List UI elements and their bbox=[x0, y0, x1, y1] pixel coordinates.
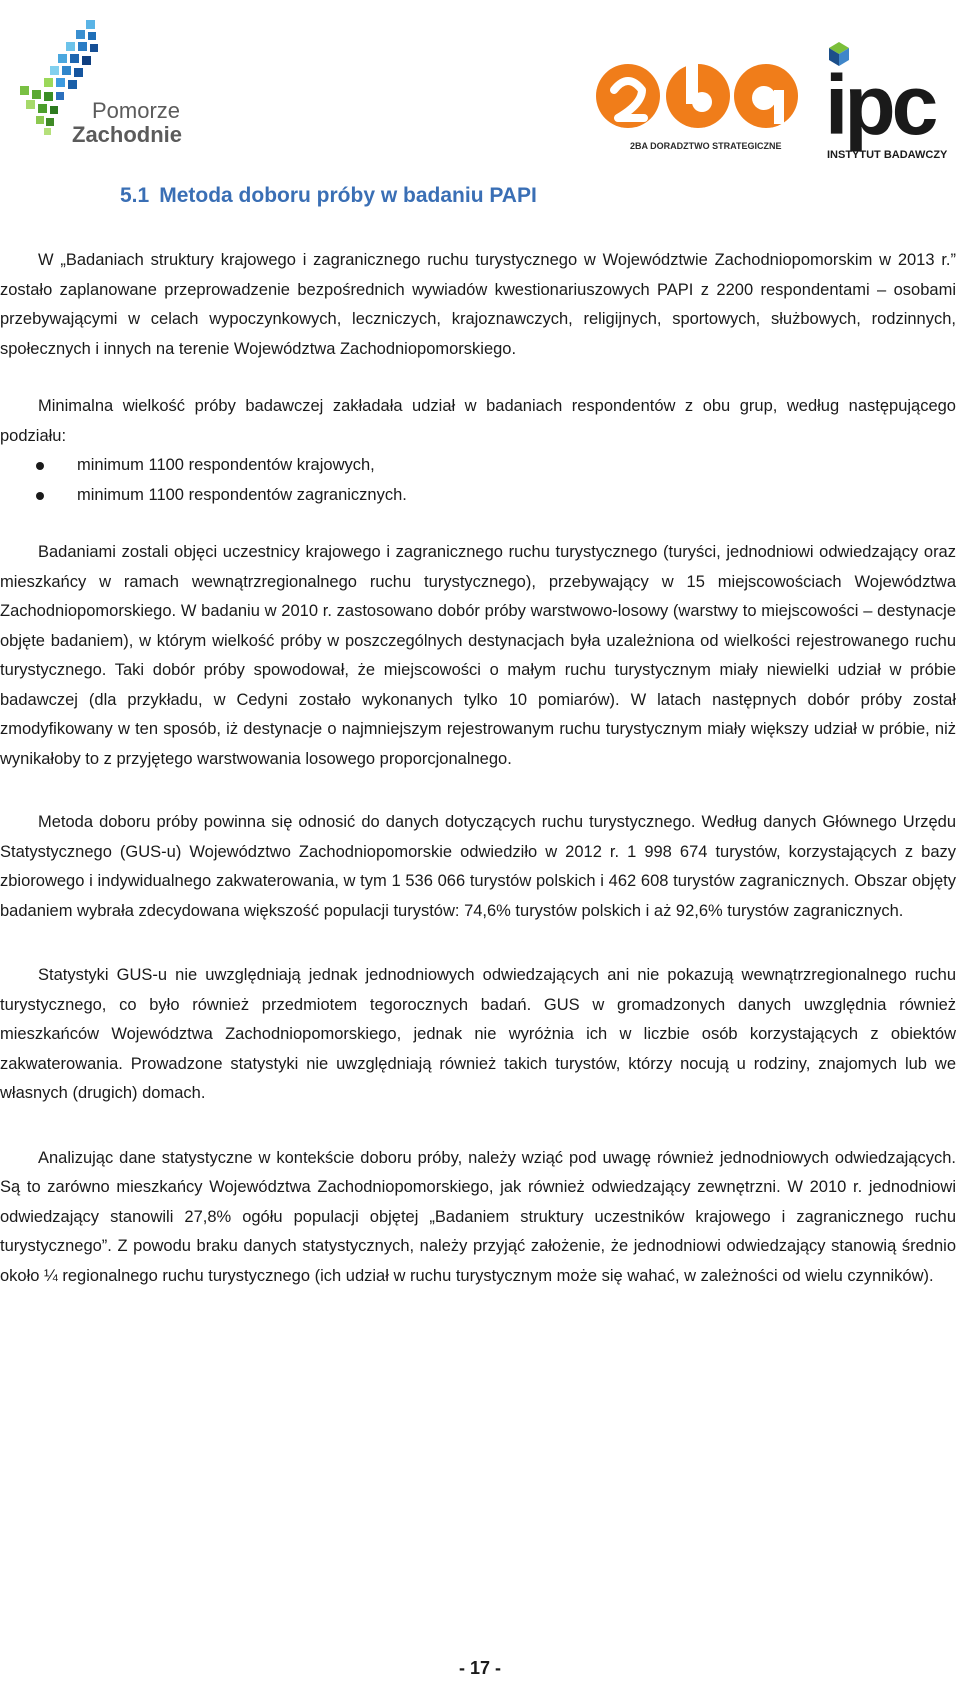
paragraph-6: Analizując dane statystyczne w kontekście doboru próby, należy wziąć pod uwagę również jednodniowych odwiedzających. Są to zarówno mieszkańcy Województwa Zachodniopomorskiego, jak również odwiedzający zewnętrzni. W 2010 r. jednodniowi odwiedzający stanowili 27,8% ogółu populacji objętej „Badaniem struktury uczestników krajowego i zagranicznego ruchu turystycznego”. Z powodu braku danych statystycznych, należy przyjąć założenie, że jednodniowi odwiedzający stanowią średnio około ¼ regionalnego ruchu turystycznego (ich udział w ruchu turystycznym może się wahać, w zależności od wielu czynników). bbox=[0, 1148, 956, 1285]
paragraph-5: Statystyki GUS-u nie uwzględniają jednak jednodniowych odwiedzających ani nie pokazują wewnątrzregionalnego ruchu turystycznego, co było również przedmiotem tegorocznych badań. GUS w gromadzonych danych uwzględnia również mieszkańców Województwa Zachodniopomorskiego, jednak nie wyróżnia ich w liczbie osób korzystających z obiektów zakwaterowania. Prowadzone statystyki nie uwzględniają również takich turystów, którzy nocują u rodziny, znajomych lub we własnych (drugich) domach. bbox=[0, 966, 956, 1102]
document-body bbox=[0, 246, 956, 1291]
logo-mosaic-icon bbox=[20, 20, 98, 135]
page-number: - 17 - bbox=[458, 1658, 501, 1678]
logo-left-line2: Zachodnie bbox=[72, 122, 183, 147]
bullet-list bbox=[0, 451, 956, 510]
ipc-logo bbox=[825, 42, 955, 162]
logo-ipc-text: ipc bbox=[825, 58, 935, 152]
section-heading bbox=[120, 184, 537, 208]
list-item-text: minimum 1100 respondentów zagranicznych. bbox=[77, 485, 407, 504]
list-item-text: minimum 1100 respondentów krajowych, bbox=[77, 456, 375, 474]
paragraph-2: Minimalna wielkość próby badawczej zakładała udział w badaniach respondentów z obu grup, według następującego podziału: bbox=[0, 397, 956, 445]
logo-ipc-caption: INSTYTUT BADAWCZY bbox=[827, 149, 948, 161]
list-item bbox=[0, 481, 956, 511]
2ba-mark-icon bbox=[596, 64, 798, 128]
section-number: 5.1 bbox=[120, 184, 150, 207]
list-item bbox=[0, 451, 956, 481]
logo-2ba-caption: 2BA DORADZTWO STRATEGICZNE bbox=[630, 141, 782, 151]
logo-left-line1: Pomorze bbox=[92, 98, 181, 123]
paragraph-1: W „Badaniach struktury krajowego i zagranicznego ruchu turystycznego w Województwie Zachodniopomorskim w 2013 r.” zostało zaplanowane przeprowadzenie bezpośrednich wywiadów kwestionariuszowych PAPI z 2200 respondentami – osobami przebywającymi w celach wypoczynkowych, leczniczych, krajoznawczych, religijnych, sportowych, służbowych, rodzinnych, społecznych i innych na terenie Województwa Zachodniopomorskiego. bbox=[0, 251, 956, 358]
section-title: Metoda doboru próby w badaniu PAPI bbox=[159, 184, 537, 207]
2ba-logo bbox=[590, 60, 800, 155]
page-header bbox=[0, 0, 960, 170]
paragraph-4: Metoda doboru próby powinna się odnosić do danych dotyczących ruchu turystycznego. Według danych Głównego Urzędu Statystycznego (GUS-u) Województwo Zachodniopomorskie odwiedziło w 2012 r. 1 998 674 turystów, korzystających z bazy zbiorowego i indywidualnego zakwaterowania, w tym 1 536 066 turystów polskich i 462 608 turystów zagranicznych. Obszar objęty badaniem wybrała zdecydowana większość populacji turystów: 74,6% turystów polskich i aż 92,6% turystów zagranicznych. bbox=[0, 813, 956, 920]
paragraph-3: Badaniami zostali objęci uczestnicy krajowego i zagranicznego ruchu turystycznego (turyści, jednodniowi odwiedzający oraz mieszkańcy w ramach wewnątrzregionalnego ruchu turystycznego), przebywający w 15 miejscowościach Województwa Zachodniopomorskiego. W badaniu w 2010 r. zastosowano dobór próby warstwowo-losowy (warstwy to miejscowości – destynacje objęte badaniem), w którym wielkość próby w poszczególnych destynacjach była uzależniona od wielkości rejestrowanego ruchu turystycznego. Taki dobór próby spowodował, że miejscowości o małym ruchu turystycznym miały niewielki udział w próbie badawczej (dla przykładu, w Cedyni zostało wykonanych tylko 10 pomiarów). W latach następnych dobór próby został zmodyfikowany w ten sposób, iż destynacje o najmniejszym rejestrowanym ruchu turystycznym miały większy udział w próbie, niż wynikałoby to z przyjętego warstwowania losowego proporcjonalnego. bbox=[0, 543, 956, 768]
pomorze-zachodnie-logo bbox=[14, 18, 204, 148]
bullet-icon bbox=[36, 492, 44, 500]
bullet-icon bbox=[36, 462, 44, 470]
